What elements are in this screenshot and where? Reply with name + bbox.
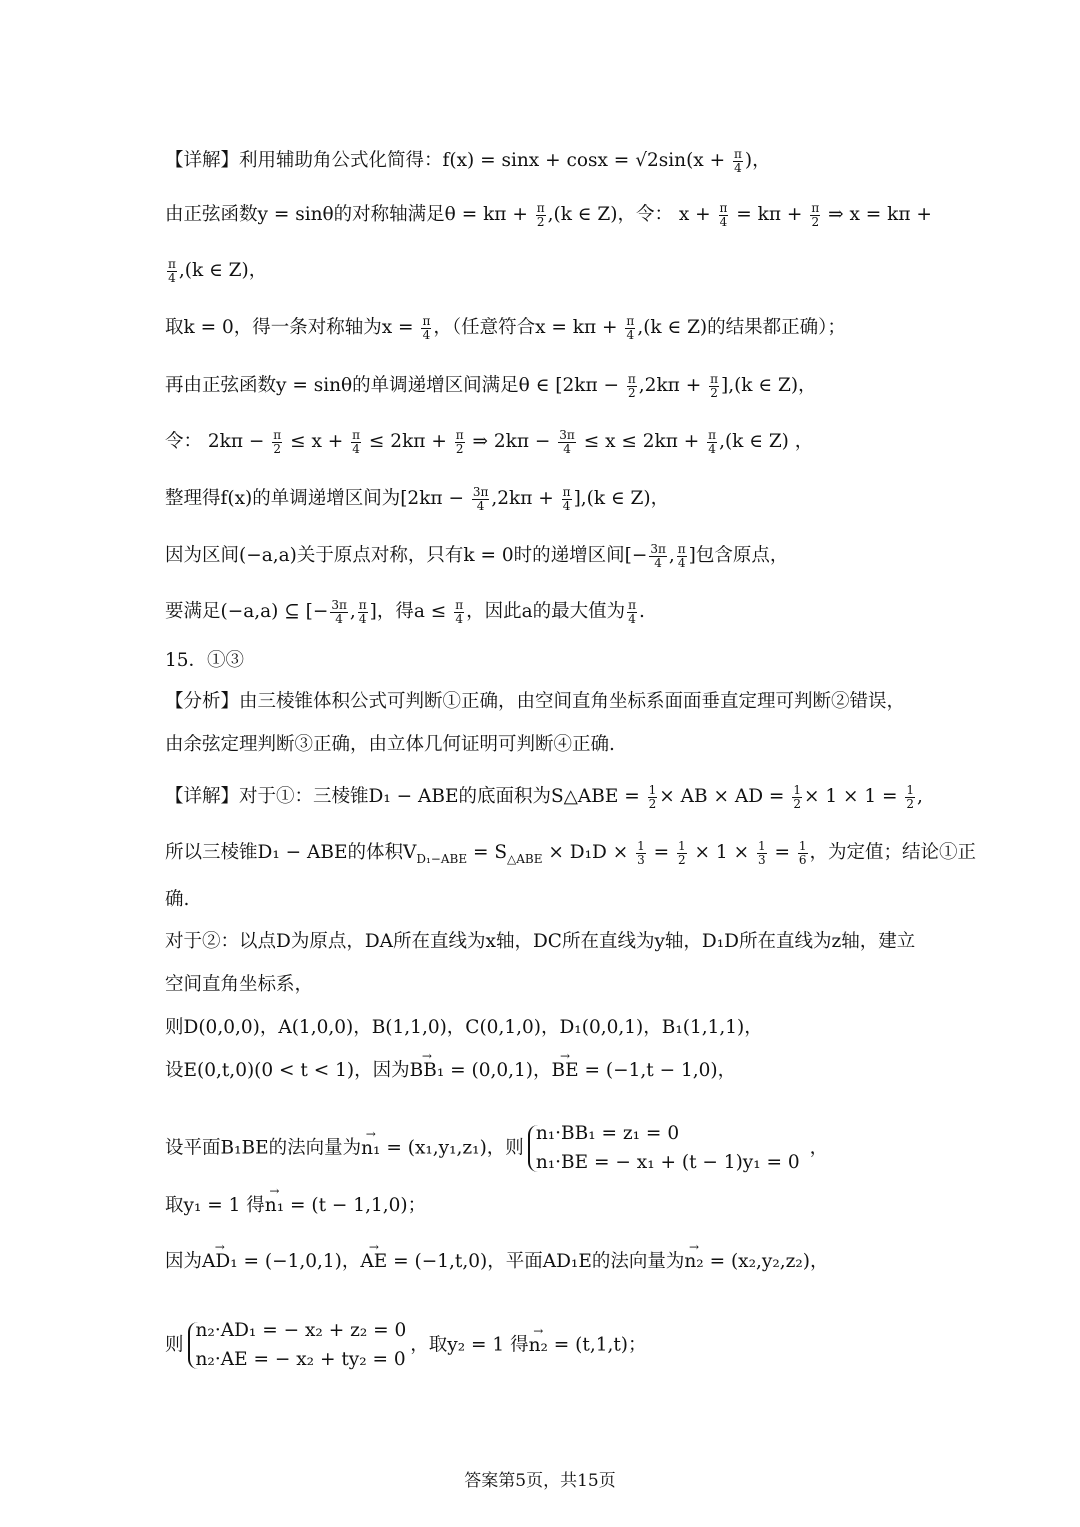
text-segment: 15．①③ (165, 650, 245, 671)
equation: n₂·AE = − x₂ + ty₂ = 0 (195, 1348, 406, 1370)
fraction (558, 429, 576, 455)
text-segment: ≤ 2kπ + (363, 431, 453, 453)
text-segment: × 1 × 1 = (803, 786, 904, 808)
denominator: 4 (628, 611, 636, 626)
text-segment: ，为定值；结论①正 (809, 842, 977, 864)
text-segment: ],(k ∈ Z)， (573, 488, 670, 510)
text-segment: ],(k ∈ Z)， (720, 375, 817, 397)
denominator: 4 (719, 214, 728, 229)
text-segment: ，取y₂ = 1 得 (410, 1334, 529, 1356)
numerator: π (352, 428, 361, 442)
denominator: 4 (422, 327, 431, 342)
numerator: 3π (331, 598, 347, 612)
fraction (536, 202, 546, 228)
text-segment: ，因此a的最大值为 (466, 601, 626, 623)
text-segment: = (x₂,y₂,z₂)， (703, 1251, 829, 1272)
text-line (165, 1322, 647, 1369)
denominator: 2 (678, 852, 686, 867)
numerator: 1 (906, 783, 915, 797)
text-segment: = (x₁,y₁,z₁)，则 (380, 1137, 524, 1159)
numerator: π (422, 314, 431, 328)
text-segment: 设平面B₁BE的法向量为 (165, 1137, 362, 1159)
numerator: π (710, 372, 718, 386)
text-segment: . (639, 601, 645, 623)
text-segment: = S (467, 842, 508, 864)
text-segment: ⇒ x = kπ + (822, 204, 932, 226)
text-line (165, 736, 615, 755)
text-line (165, 543, 788, 569)
text-segment: 令： 2kπ − (165, 431, 271, 453)
numerator: π (628, 598, 636, 612)
text-line (165, 1125, 828, 1172)
text-line (165, 258, 267, 284)
text-segment: = (t − 1,1,0)； (284, 1195, 427, 1216)
fraction (649, 543, 667, 569)
text-segment: = (−1,0,1)， (237, 1251, 361, 1272)
text-segment: 对于②：以点D为原点，DA所在直线为x轴，DC所在直线为y轴，D₁D所在直线为z轴，建立 (165, 931, 916, 952)
text-segment: ,(k ∈ Z)， (178, 260, 268, 282)
text-segment: 【详解】利用辅助角公式化简得：f(x) = sinx + cosx = √2sin(x + (165, 150, 731, 172)
text-line (165, 429, 813, 455)
text-segment: ,2kπ + (491, 488, 560, 510)
numerator: 3π (472, 485, 489, 499)
denominator: 4 (352, 441, 360, 456)
denominator: 2 (628, 385, 636, 400)
numerator: π (168, 257, 176, 271)
text-segment: = (t,1,t)； (547, 1334, 647, 1356)
fraction (454, 599, 464, 625)
fraction (648, 784, 658, 810)
fraction (798, 840, 808, 866)
text-line (165, 933, 915, 952)
fraction (636, 840, 646, 866)
text-segment: = kπ + (730, 204, 809, 226)
vector: → AE (360, 1253, 387, 1272)
vector: → n₁ (361, 1140, 380, 1159)
numerator: 1 (757, 839, 766, 853)
fraction (627, 373, 637, 399)
text-segment: = (0,0,1)， (444, 1060, 552, 1081)
text-line (165, 1062, 736, 1081)
text-line (165, 652, 244, 671)
denominator: 4 (562, 498, 571, 513)
text-line (165, 486, 669, 512)
numerator: π (562, 485, 571, 499)
denominator: 2 (648, 796, 657, 811)
text-line (165, 1253, 829, 1272)
numerator: 1 (798, 839, 807, 853)
text-segment: × D₁D × (542, 842, 635, 864)
fraction (905, 784, 915, 810)
numerator: π (273, 428, 282, 442)
denominator: 2 (906, 796, 915, 811)
numerator: π (719, 201, 728, 215)
denominator: 4 (708, 441, 716, 456)
text-segment: 确. (165, 889, 190, 910)
numerator: π (811, 201, 820, 215)
equation-system (528, 1125, 800, 1172)
text-segment: = (−1,t,0)，平面AD₁E的法向量为 (387, 1251, 685, 1272)
text-segment: 所以三棱锥D₁ − ABE的体积V (165, 842, 417, 864)
numerator: 1 (648, 783, 657, 797)
denominator: 4 (335, 611, 343, 626)
text-segment: = (768, 842, 796, 864)
vector: → n₁ (265, 1197, 284, 1216)
denominator: 4 (563, 441, 571, 456)
fraction (757, 840, 767, 866)
text-segment: ,2kπ + (638, 375, 708, 397)
text-segment: , (349, 601, 356, 623)
text-segment: × AB × AD = (659, 786, 791, 808)
text-segment: 整理得f(x)的单调递增区间为[2kπ − (165, 488, 470, 510)
fraction (810, 202, 820, 228)
denominator: 2 (455, 441, 464, 456)
denominator: 2 (710, 385, 718, 400)
text-segment: 【分析】由三棱锥体积公式可判断①正确，由空间直角坐标系面面垂直定理可判断②错误， (165, 691, 906, 712)
text-segment: ,(k ∈ Z)，令： x + (547, 204, 717, 226)
text-line (165, 1019, 763, 1038)
fraction (677, 543, 687, 569)
text-segment: , (917, 786, 923, 808)
fraction (627, 599, 637, 625)
text-segment: 【详解】对于①：三棱锥D₁ − ABE的底面积为S△ABE = (165, 786, 646, 808)
vector: → BB₁ (410, 1062, 445, 1081)
numerator: π (734, 147, 742, 161)
text-segment: 空间直角坐标系， (165, 974, 314, 995)
denominator: 2 (536, 214, 545, 229)
denominator: 2 (273, 441, 282, 456)
denominator: 4 (168, 270, 176, 285)
text-segment: ，（任意符合x = kπ + (433, 317, 624, 339)
numerator: 3π (559, 428, 575, 442)
text-line (165, 784, 923, 810)
fraction (709, 373, 719, 399)
numerator: π (677, 542, 686, 556)
text-segment: = (647, 842, 676, 864)
vector: → BE (552, 1062, 579, 1081)
text-segment: 取y₁ = 1 得 (165, 1195, 265, 1216)
numerator: π (536, 201, 545, 215)
denominator: 4 (358, 611, 367, 626)
text-segment: 则D(0,0,0)，A(1,0,0)，B(1,1,0)，C(0,1,0)，D₁(0,0,1)，B₁(1,1,1)， (165, 1017, 763, 1038)
fraction (455, 429, 465, 455)
fraction (733, 148, 743, 174)
text-line (165, 315, 846, 341)
text-line (165, 840, 976, 866)
text-segment: 则 (165, 1334, 184, 1356)
fraction (472, 486, 490, 512)
fraction (351, 429, 361, 455)
text-segment: 设E(0,t,0)(0 < t < 1)，因为 (165, 1060, 410, 1081)
text-line (165, 599, 645, 625)
subscript: △ABE (507, 851, 543, 866)
text-line (165, 693, 905, 712)
numerator: π (455, 428, 464, 442)
numerator: 1 (637, 839, 645, 853)
fraction (792, 784, 802, 810)
fraction (358, 599, 368, 625)
page-footer: 答案第5页，共15页 (464, 1471, 616, 1491)
text-segment: 取k = 0，得一条对称轴为x = (165, 317, 420, 339)
vector: → AD₁ (202, 1253, 238, 1272)
text-segment: ⇒ 2kπ − (466, 431, 557, 453)
numerator: 1 (793, 783, 801, 797)
text-segment: = (−1,t − 1,0)， (578, 1060, 737, 1081)
denominator: 4 (476, 498, 485, 513)
numerator: 3π (650, 542, 666, 556)
subscript: D₁−ABE (416, 851, 468, 866)
fraction (625, 315, 635, 341)
text-segment: 要满足(−a,a) ⊆ [− (165, 601, 329, 623)
text-segment: ,(k ∈ Z)的结果都正确）； (637, 317, 846, 339)
denominator: 2 (811, 214, 820, 229)
numerator: π (627, 372, 636, 386)
text-segment: ， (803, 1137, 829, 1159)
text-segment: ,(k ∈ Z) ， (719, 431, 814, 453)
text-segment: 再由正弦函数y = sinθ的单调递增区间满足θ ∈ [2kπ − (165, 375, 625, 397)
text-segment: 因为 (165, 1251, 203, 1272)
numerator: π (358, 598, 367, 612)
fraction (167, 258, 177, 284)
text-segment: ≤ x ≤ 2kπ + (577, 431, 706, 453)
denominator: 2 (793, 796, 801, 811)
text-line (165, 976, 313, 995)
denominator: 6 (798, 852, 807, 867)
text-line (165, 373, 817, 399)
fraction (421, 315, 431, 341)
vector: → n₂ (529, 1337, 548, 1356)
equation-system (188, 1322, 407, 1369)
denominator: 4 (626, 327, 635, 342)
text-segment: × 1 × (688, 842, 755, 864)
denominator: 3 (637, 852, 645, 867)
fraction (719, 202, 729, 228)
text-segment: 由余弦定理判断③正确，由立体几何证明可判断④正确. (165, 734, 615, 755)
fraction (677, 840, 687, 866)
numerator: π (455, 598, 464, 612)
text-line (165, 202, 932, 228)
numerator: π (708, 428, 717, 442)
equation: n₁·BB₁ = z₁ = 0 (535, 1123, 680, 1144)
vector: → n₂ (684, 1253, 703, 1272)
equation: n₁·BE = − x₁ + (t − 1)y₁ = 0 (535, 1151, 800, 1173)
text-line (165, 1197, 426, 1216)
text-segment: 由正弦函数y = sinθ的对称轴满足θ = kπ + (165, 204, 534, 226)
text-segment: , (668, 545, 675, 567)
denominator: 4 (734, 160, 742, 175)
fraction (330, 599, 348, 625)
denominator: 4 (455, 611, 463, 626)
denominator: 3 (757, 852, 766, 867)
text-segment: 因为区间(−a,a)关于原点对称，只有k = 0时的递增区间[− (165, 545, 648, 567)
denominator: 4 (677, 555, 686, 570)
numerator: 1 (678, 839, 686, 853)
text-segment: ≤ x + (284, 431, 350, 453)
text-line (165, 891, 189, 910)
fraction (707, 429, 717, 455)
fraction (562, 486, 572, 512)
fraction (272, 429, 282, 455)
text-segment: ]，得a ≤ (369, 601, 453, 623)
text-segment: )， (744, 150, 771, 172)
text-segment: ]包含原点， (688, 545, 789, 567)
denominator: 4 (654, 555, 662, 570)
numerator: π (626, 314, 635, 328)
text-line (165, 148, 771, 174)
equation: n₂·AD₁ = − x₂ + z₂ = 0 (195, 1320, 407, 1341)
